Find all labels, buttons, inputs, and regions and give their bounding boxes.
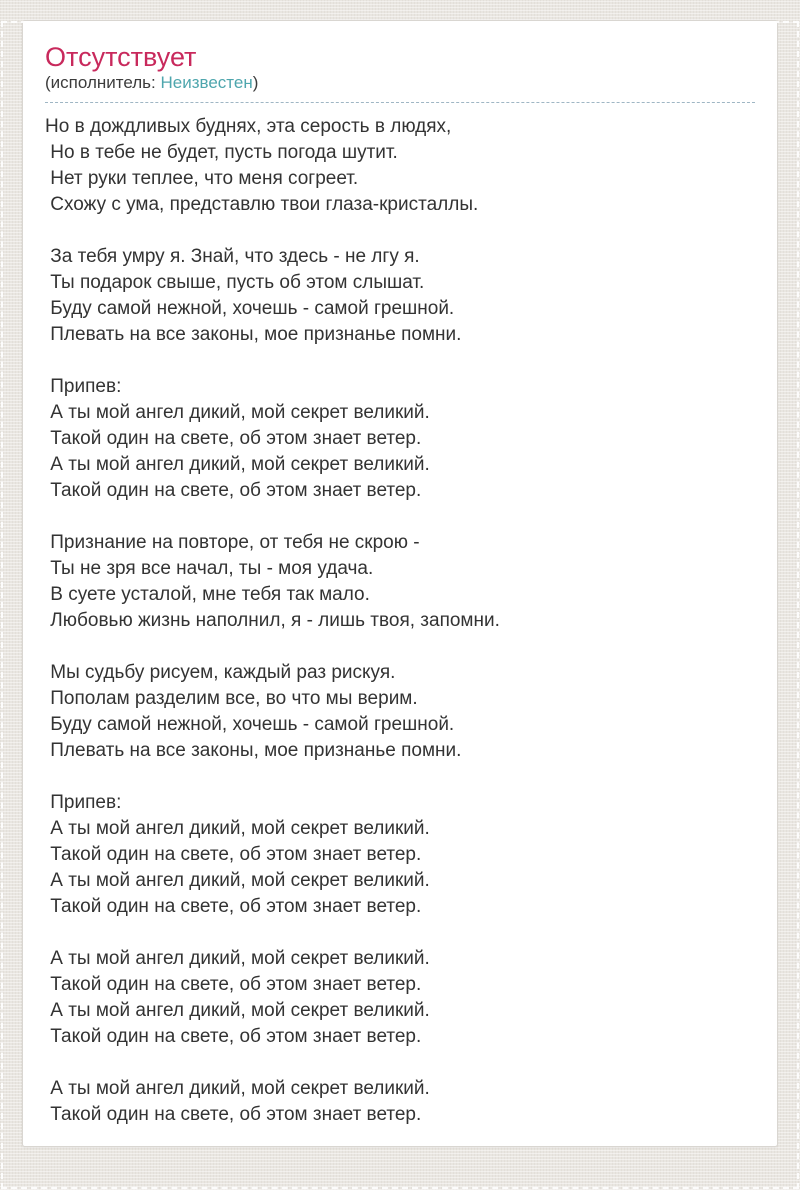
lyric-line: А ты мой ангел дикий, мой секрет великий. bbox=[45, 454, 430, 475]
lyric-line: А ты мой ангел дикий, мой секрет великий. bbox=[45, 870, 430, 891]
lyric-line: Мы судьбу рисуем, каждый раз рискуя. bbox=[45, 662, 396, 683]
stanza bbox=[45, 114, 755, 218]
lyric-line: А ты мой ангел дикий, мой секрет великий. bbox=[45, 818, 430, 839]
lyric-line: Пополам разделим все, во что мы верим. bbox=[45, 688, 418, 709]
artist-label-prefix: (исполнитель: bbox=[45, 73, 161, 92]
artist-link[interactable]: Неизвестен bbox=[160, 73, 253, 92]
stanza bbox=[45, 374, 755, 504]
lyric-line: Ты не зря все начал, ты - моя удача. bbox=[45, 558, 374, 579]
lyric-line: Такой один на свете, об этом знает ветер. bbox=[45, 896, 422, 917]
lyric-line: Такой один на свете, об этом знает ветер. bbox=[45, 1104, 422, 1125]
artist-label-suffix: ) bbox=[252, 73, 259, 92]
stanza bbox=[45, 530, 755, 634]
lyric-line: А ты мой ангел дикий, мой секрет великий. bbox=[45, 402, 430, 423]
lyric-line: Нет руки теплее, что меня согреет. bbox=[45, 168, 359, 189]
stanza bbox=[45, 946, 755, 1050]
stanza bbox=[45, 660, 755, 764]
lyrics-card bbox=[22, 20, 778, 1147]
lyric-line: А ты мой ангел дикий, мой секрет великий. bbox=[45, 1000, 430, 1021]
lyric-line: Плевать на все законы, мое признанье помни. bbox=[45, 740, 462, 761]
lyric-line: Буду самой нежной, хочешь - самой грешной. bbox=[45, 714, 455, 735]
lyric-line: А ты мой ангел дикий, мой секрет великий. bbox=[45, 1078, 430, 1099]
stanza bbox=[45, 244, 755, 348]
lyric-line: Припев: bbox=[45, 792, 122, 813]
lyric-line: Любовью жизнь наполнил, я - лишь твоя, запомни. bbox=[45, 610, 500, 631]
stanza bbox=[45, 1076, 755, 1128]
lyric-line: За тебя умру я. Знай, что здесь - не лгу я. bbox=[45, 246, 420, 267]
stanza bbox=[45, 790, 755, 920]
song-header bbox=[45, 42, 755, 103]
lyric-line: Такой один на свете, об этом знает ветер. bbox=[45, 844, 422, 865]
lyric-line: Такой один на свете, об этом знает ветер. bbox=[45, 974, 422, 995]
artist-line bbox=[45, 72, 755, 94]
lyric-line: Признание на повторе, от тебя не скрою - bbox=[45, 532, 420, 553]
lyric-line: Такой один на свете, об этом знает ветер. bbox=[45, 428, 422, 449]
lyric-line: Буду самой нежной, хочешь - самой грешной. bbox=[45, 298, 455, 319]
lyric-line: Такой один на свете, об этом знает ветер. bbox=[45, 480, 422, 501]
lyric-line: А ты мой ангел дикий, мой секрет великий. bbox=[45, 948, 430, 969]
lyric-line: Схожу с ума, представлю твои глаза-кристаллы. bbox=[45, 194, 479, 215]
lyric-line: Но в дождливых буднях, эта серость в людях, bbox=[45, 116, 452, 137]
lyric-line: Но в тебе не будет, пусть погода шутит. bbox=[45, 142, 398, 163]
lyrics bbox=[45, 114, 755, 1128]
lyric-line: Ты подарок свыше, пусть об этом слышат. bbox=[45, 272, 425, 293]
song-title: Отсутствует bbox=[45, 42, 197, 72]
lyric-line: В суете усталой, мне тебя так мало. bbox=[45, 584, 370, 605]
lyric-line: Такой один на свете, об этом знает ветер. bbox=[45, 1026, 422, 1047]
lyric-line: Плевать на все законы, мое признанье помни. bbox=[45, 324, 462, 345]
lyric-line: Припев: bbox=[45, 376, 122, 397]
